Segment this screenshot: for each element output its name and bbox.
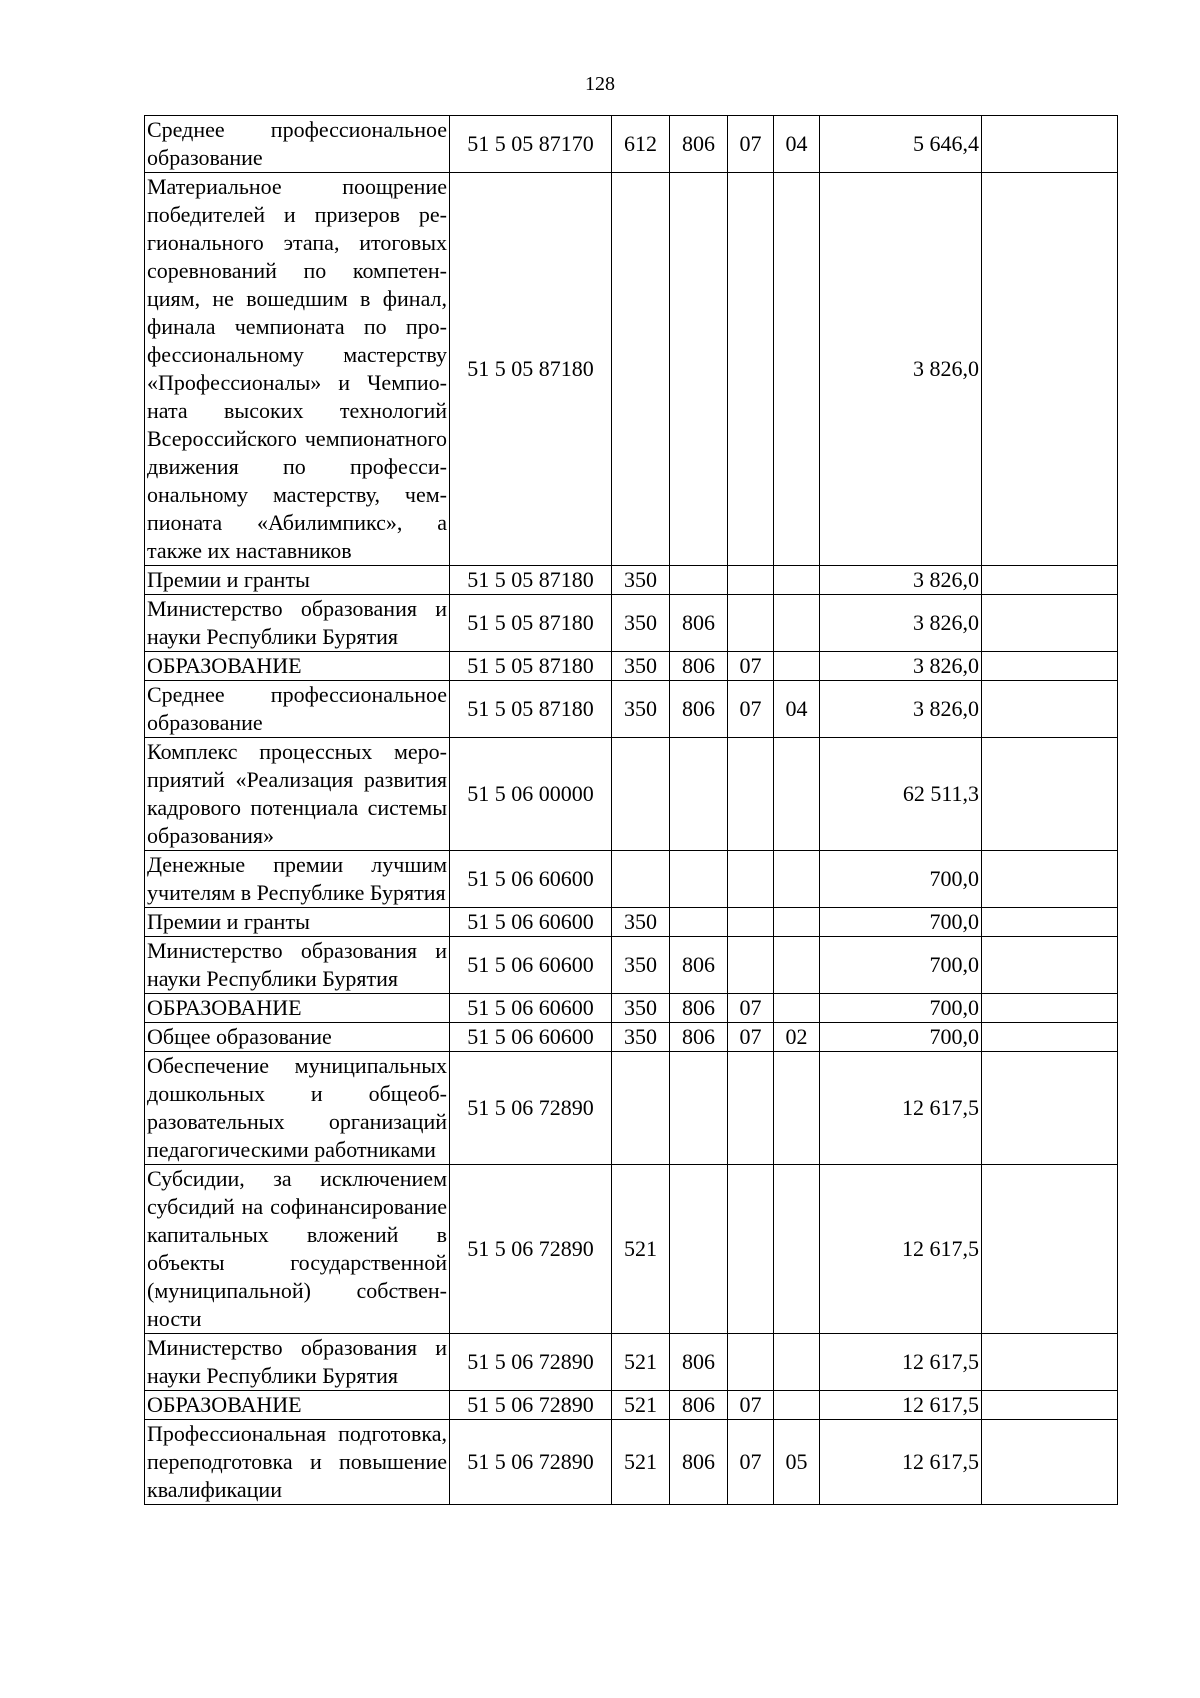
- table-row: [145, 681, 1118, 738]
- administrator-code-cell: [670, 1165, 728, 1334]
- empty-extra-cell: [982, 1052, 1118, 1165]
- expense-type-code-cell: 350: [612, 1023, 670, 1052]
- budget-table-body: [145, 116, 1118, 1505]
- subsection-code-cell: [774, 994, 820, 1023]
- amount-cell: 700,0: [820, 851, 982, 908]
- administrator-code-cell: [670, 566, 728, 595]
- amount-cell: 700,0: [820, 994, 982, 1023]
- table-row: [145, 937, 1118, 994]
- section-code-cell: [728, 173, 774, 566]
- amount-cell: 700,0: [820, 937, 982, 994]
- row-name-cell: Общее образование: [145, 1023, 450, 1052]
- amount-cell: 3 826,0: [820, 566, 982, 595]
- empty-extra-cell: [982, 1391, 1118, 1420]
- expense-type-code-cell: 350: [612, 652, 670, 681]
- table-row: [145, 566, 1118, 595]
- table-row: [145, 1023, 1118, 1052]
- table-row: [145, 652, 1118, 681]
- expense-type-code-cell: 521: [612, 1391, 670, 1420]
- target-article-code-cell: 51 5 05 87180: [450, 681, 612, 738]
- administrator-code-cell: 806: [670, 116, 728, 173]
- subsection-code-cell: [774, 1165, 820, 1334]
- section-code-cell: [728, 566, 774, 595]
- subsection-code-cell: [774, 851, 820, 908]
- amount-cell: 12 617,5: [820, 1165, 982, 1334]
- subsection-code-cell: [774, 937, 820, 994]
- empty-extra-cell: [982, 851, 1118, 908]
- table-row: [145, 173, 1118, 566]
- empty-extra-cell: [982, 1334, 1118, 1391]
- expense-type-code-cell: 521: [612, 1334, 670, 1391]
- amount-cell: 12 617,5: [820, 1334, 982, 1391]
- empty-extra-cell: [982, 595, 1118, 652]
- subsection-code-cell: 05: [774, 1420, 820, 1505]
- administrator-code-cell: [670, 1052, 728, 1165]
- target-article-code-cell: 51 5 05 87170: [450, 116, 612, 173]
- table-row: [145, 1334, 1118, 1391]
- table-row: [145, 994, 1118, 1023]
- section-code-cell: [728, 595, 774, 652]
- subsection-code-cell: [774, 566, 820, 595]
- row-name-cell: Комплекс процессных мероприятий «Реализация развития кадрового потенциала системы образования»: [145, 738, 450, 851]
- table-row: [145, 116, 1118, 173]
- expense-type-code-cell: [612, 738, 670, 851]
- section-code-cell: [728, 738, 774, 851]
- row-name-cell: Премии и гранты: [145, 566, 450, 595]
- table-row: [145, 1391, 1118, 1420]
- amount-cell: 3 826,0: [820, 173, 982, 566]
- row-name-cell: ОБРАЗОВАНИЕ: [145, 1391, 450, 1420]
- expense-type-code-cell: 350: [612, 566, 670, 595]
- row-name-cell: Среднее профессиональное образование: [145, 681, 450, 738]
- table-row: [145, 595, 1118, 652]
- amount-cell: 3 826,0: [820, 595, 982, 652]
- section-code-cell: 07: [728, 994, 774, 1023]
- row-name-cell: Министерство образования и науки Республики Бурятия: [145, 937, 450, 994]
- amount-cell: 3 826,0: [820, 652, 982, 681]
- section-code-cell: 07: [728, 1391, 774, 1420]
- subsection-code-cell: [774, 908, 820, 937]
- expense-type-code-cell: 612: [612, 116, 670, 173]
- section-code-cell: 07: [728, 652, 774, 681]
- empty-extra-cell: [982, 1420, 1118, 1505]
- administrator-code-cell: 806: [670, 1420, 728, 1505]
- administrator-code-cell: [670, 908, 728, 937]
- empty-extra-cell: [982, 652, 1118, 681]
- row-name-cell: Профессиональная подготовка, переподготовка и повышение квалификации: [145, 1420, 450, 1505]
- empty-extra-cell: [982, 994, 1118, 1023]
- empty-extra-cell: [982, 738, 1118, 851]
- table-row: [145, 738, 1118, 851]
- administrator-code-cell: [670, 851, 728, 908]
- subsection-code-cell: 02: [774, 1023, 820, 1052]
- subsection-code-cell: [774, 652, 820, 681]
- empty-extra-cell: [982, 1165, 1118, 1334]
- subsection-code-cell: [774, 595, 820, 652]
- target-article-code-cell: 51 5 06 00000: [450, 738, 612, 851]
- table-row: [145, 908, 1118, 937]
- amount-cell: 700,0: [820, 908, 982, 937]
- administrator-code-cell: [670, 738, 728, 851]
- administrator-code-cell: [670, 173, 728, 566]
- subsection-code-cell: 04: [774, 681, 820, 738]
- row-name-cell: ОБРАЗОВАНИЕ: [145, 652, 450, 681]
- administrator-code-cell: 806: [670, 1334, 728, 1391]
- amount-cell: 12 617,5: [820, 1420, 982, 1505]
- amount-cell: 5 646,4: [820, 116, 982, 173]
- row-name-cell: Министерство образования и науки Республики Бурятия: [145, 595, 450, 652]
- administrator-code-cell: 806: [670, 937, 728, 994]
- amount-cell: 12 617,5: [820, 1052, 982, 1165]
- budget-table: [144, 115, 1118, 1505]
- subsection-code-cell: [774, 1391, 820, 1420]
- expense-type-code-cell: 350: [612, 994, 670, 1023]
- section-code-cell: 07: [728, 1023, 774, 1052]
- page-number: 128: [585, 73, 615, 95]
- section-code-cell: [728, 908, 774, 937]
- row-name-cell: Обеспечение муниципальных дошкольных и общеобразовательных организаций педагогическими работниками: [145, 1052, 450, 1165]
- administrator-code-cell: 806: [670, 595, 728, 652]
- section-code-cell: [728, 851, 774, 908]
- expense-type-code-cell: [612, 851, 670, 908]
- expense-type-code-cell: 350: [612, 681, 670, 738]
- row-name-cell: Премии и гранты: [145, 908, 450, 937]
- expense-type-code-cell: [612, 1052, 670, 1165]
- section-code-cell: 07: [728, 1420, 774, 1505]
- expense-type-code-cell: 521: [612, 1165, 670, 1334]
- target-article-code-cell: 51 5 05 87180: [450, 566, 612, 595]
- administrator-code-cell: 806: [670, 1023, 728, 1052]
- empty-extra-cell: [982, 116, 1118, 173]
- administrator-code-cell: 806: [670, 1391, 728, 1420]
- row-name-cell: Материальное поощрение победителей и призеров регионального этапа, итоговых соревнований по компетенциям, не вошедшим в финал, финала чемпионата по профессиональному мастерству «Профессионалы» и Чемпионата высоких технологий Всероссийского чемпионатного движения по профессиональному мастерству, чемпионата «Абилимпикс», а также их наставников: [145, 173, 450, 566]
- target-article-code-cell: 51 5 06 72890: [450, 1052, 612, 1165]
- empty-extra-cell: [982, 1023, 1118, 1052]
- table-row: [145, 851, 1118, 908]
- empty-extra-cell: [982, 566, 1118, 595]
- target-article-code-cell: 51 5 06 60600: [450, 937, 612, 994]
- row-name-cell: Субсидии, за исключением субсидий на софинансирование капитальных вложений в объекты государственной (муниципальной) собственности: [145, 1165, 450, 1334]
- row-name-cell: Денежные премии лучшим учителям в Республике Бурятия: [145, 851, 450, 908]
- target-article-code-cell: 51 5 06 72890: [450, 1334, 612, 1391]
- subsection-code-cell: [774, 1334, 820, 1391]
- empty-extra-cell: [982, 681, 1118, 738]
- section-code-cell: [728, 937, 774, 994]
- amount-cell: 3 826,0: [820, 681, 982, 738]
- section-code-cell: 07: [728, 681, 774, 738]
- section-code-cell: [728, 1165, 774, 1334]
- empty-extra-cell: [982, 937, 1118, 994]
- target-article-code-cell: 51 5 06 60600: [450, 851, 612, 908]
- subsection-code-cell: [774, 738, 820, 851]
- table-row: [145, 1420, 1118, 1505]
- target-article-code-cell: 51 5 05 87180: [450, 595, 612, 652]
- row-name-cell: Министерство образования и науки Республики Бурятия: [145, 1334, 450, 1391]
- expense-type-code-cell: 350: [612, 908, 670, 937]
- target-article-code-cell: 51 5 06 72890: [450, 1391, 612, 1420]
- amount-cell: 700,0: [820, 1023, 982, 1052]
- target-article-code-cell: 51 5 06 72890: [450, 1165, 612, 1334]
- target-article-code-cell: 51 5 06 60600: [450, 908, 612, 937]
- subsection-code-cell: [774, 173, 820, 566]
- target-article-code-cell: 51 5 06 60600: [450, 994, 612, 1023]
- administrator-code-cell: 806: [670, 681, 728, 738]
- target-article-code-cell: 51 5 06 60600: [450, 1023, 612, 1052]
- section-code-cell: [728, 1334, 774, 1391]
- amount-cell: 12 617,5: [820, 1391, 982, 1420]
- table-row: [145, 1165, 1118, 1334]
- amount-cell: 62 511,3: [820, 738, 982, 851]
- target-article-code-cell: 51 5 05 87180: [450, 652, 612, 681]
- target-article-code-cell: 51 5 06 72890: [450, 1420, 612, 1505]
- subsection-code-cell: [774, 1052, 820, 1165]
- expense-type-code-cell: [612, 173, 670, 566]
- empty-extra-cell: [982, 908, 1118, 937]
- section-code-cell: 07: [728, 116, 774, 173]
- table-row: [145, 1052, 1118, 1165]
- empty-extra-cell: [982, 173, 1118, 566]
- row-name-cell: Среднее профессиональное образование: [145, 116, 450, 173]
- row-name-cell: ОБРАЗОВАНИЕ: [145, 994, 450, 1023]
- subsection-code-cell: 04: [774, 116, 820, 173]
- administrator-code-cell: 806: [670, 652, 728, 681]
- expense-type-code-cell: 350: [612, 595, 670, 652]
- section-code-cell: [728, 1052, 774, 1165]
- expense-type-code-cell: 521: [612, 1420, 670, 1505]
- expense-type-code-cell: 350: [612, 937, 670, 994]
- administrator-code-cell: 806: [670, 994, 728, 1023]
- target-article-code-cell: 51 5 05 87180: [450, 173, 612, 566]
